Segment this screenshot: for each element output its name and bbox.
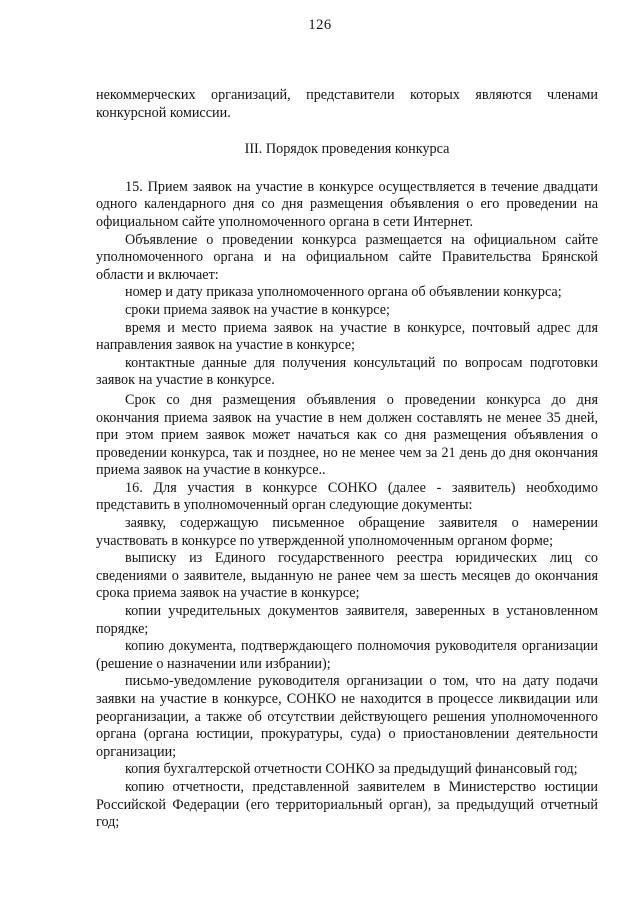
paragraph-16: 16. Для участия в конкурсе СОНКО (далее - заявитель) необходимо представить в уполномоченный орган следующие документы: bbox=[96, 479, 598, 514]
list-item-accounting-report: копия бухгалтерской отчетности СОНКО за предыдущий финансовый год; bbox=[125, 761, 578, 778]
list-item-authority-document: копию документа, подтверждающего полномочия руководителя организации (решение о назначении или избрании); bbox=[96, 638, 598, 672]
section-heading: III. Порядок проведения конкурса bbox=[244, 141, 450, 158]
list-item-application: заявку, содержащую письменное обращение заявителя о намерении участвовать в конкурсе по утвержденной уполномоченным органом форме; bbox=[96, 515, 598, 549]
list-item-registry-extract: выписку из Единого государственного реестра юридических лиц со сведениями о заявителе, выданную не ранее чем за шесть месяцев до окончания срока приема заявок на участие в конкурсе; bbox=[96, 550, 598, 602]
list-item-order-number: номер и дату приказа уполномоченного органа об объявлении конкурса; bbox=[125, 284, 562, 301]
list-item-ministry-report: копию отчетности, представленной заявителем в Министерство юстиции Российской Федерации (его территориальный орган), за предыдущий отчетный год; bbox=[96, 778, 598, 831]
page-number: 126 bbox=[308, 17, 332, 33]
list-item-founding-documents: копии учредительных документов заявителя, заверенных в установленном порядке; bbox=[96, 603, 598, 637]
paragraph-term: Срок со дня размещения объявления о проведении конкурса до дня окончания приема заявок на участие в нем должен составлять не менее 35 дней, при этом прием заявок может начаться как со дня размещения объявления о проведении конкурса, так и позднее, но не менее чем за 21 день до дня окончания приема заявок на участие в конкурсе.. bbox=[96, 391, 598, 479]
paragraph-announcement: Объявление о проведении конкурса размещается на официальном сайте уполномоченного органа и на официальном сайте Правительства Брянской области и включает: bbox=[96, 231, 598, 283]
intro-paragraph: некоммерческих организаций, представители которых являются членами конкурсной комиссии. bbox=[96, 87, 598, 121]
list-item-time-place: время и место приема заявок на участие в конкурсе, почтовый адрес для направления заявок на участие в конкурсе; bbox=[96, 319, 598, 354]
list-item-notification-letter: письмо-уведомление руководителя организации о том, что на дату подачи заявки на участие в конкурсе, СОНКО не находится в процессе ликвидации или реорганизации, а также об отсутствии действующего решения уполномоченного органа (органа юстиции, прокуратуры, суда) о приостановлении деятельности организации; bbox=[96, 673, 598, 760]
list-item-contacts: контактные данные для получения консультаций по вопросам подготовки заявок на участие в конкурсе. bbox=[96, 354, 598, 389]
list-item-deadlines: сроки приема заявок на участие в конкурсе; bbox=[125, 301, 390, 318]
paragraph-15: 15. Прием заявок на участие в конкурсе осуществляется в течение двадцати одного календарного дня со дня размещения объявления о его проведении на официальном сайте уполномоченного органа в сети Интернет. bbox=[96, 178, 598, 230]
document-body bbox=[96, 87, 598, 832]
